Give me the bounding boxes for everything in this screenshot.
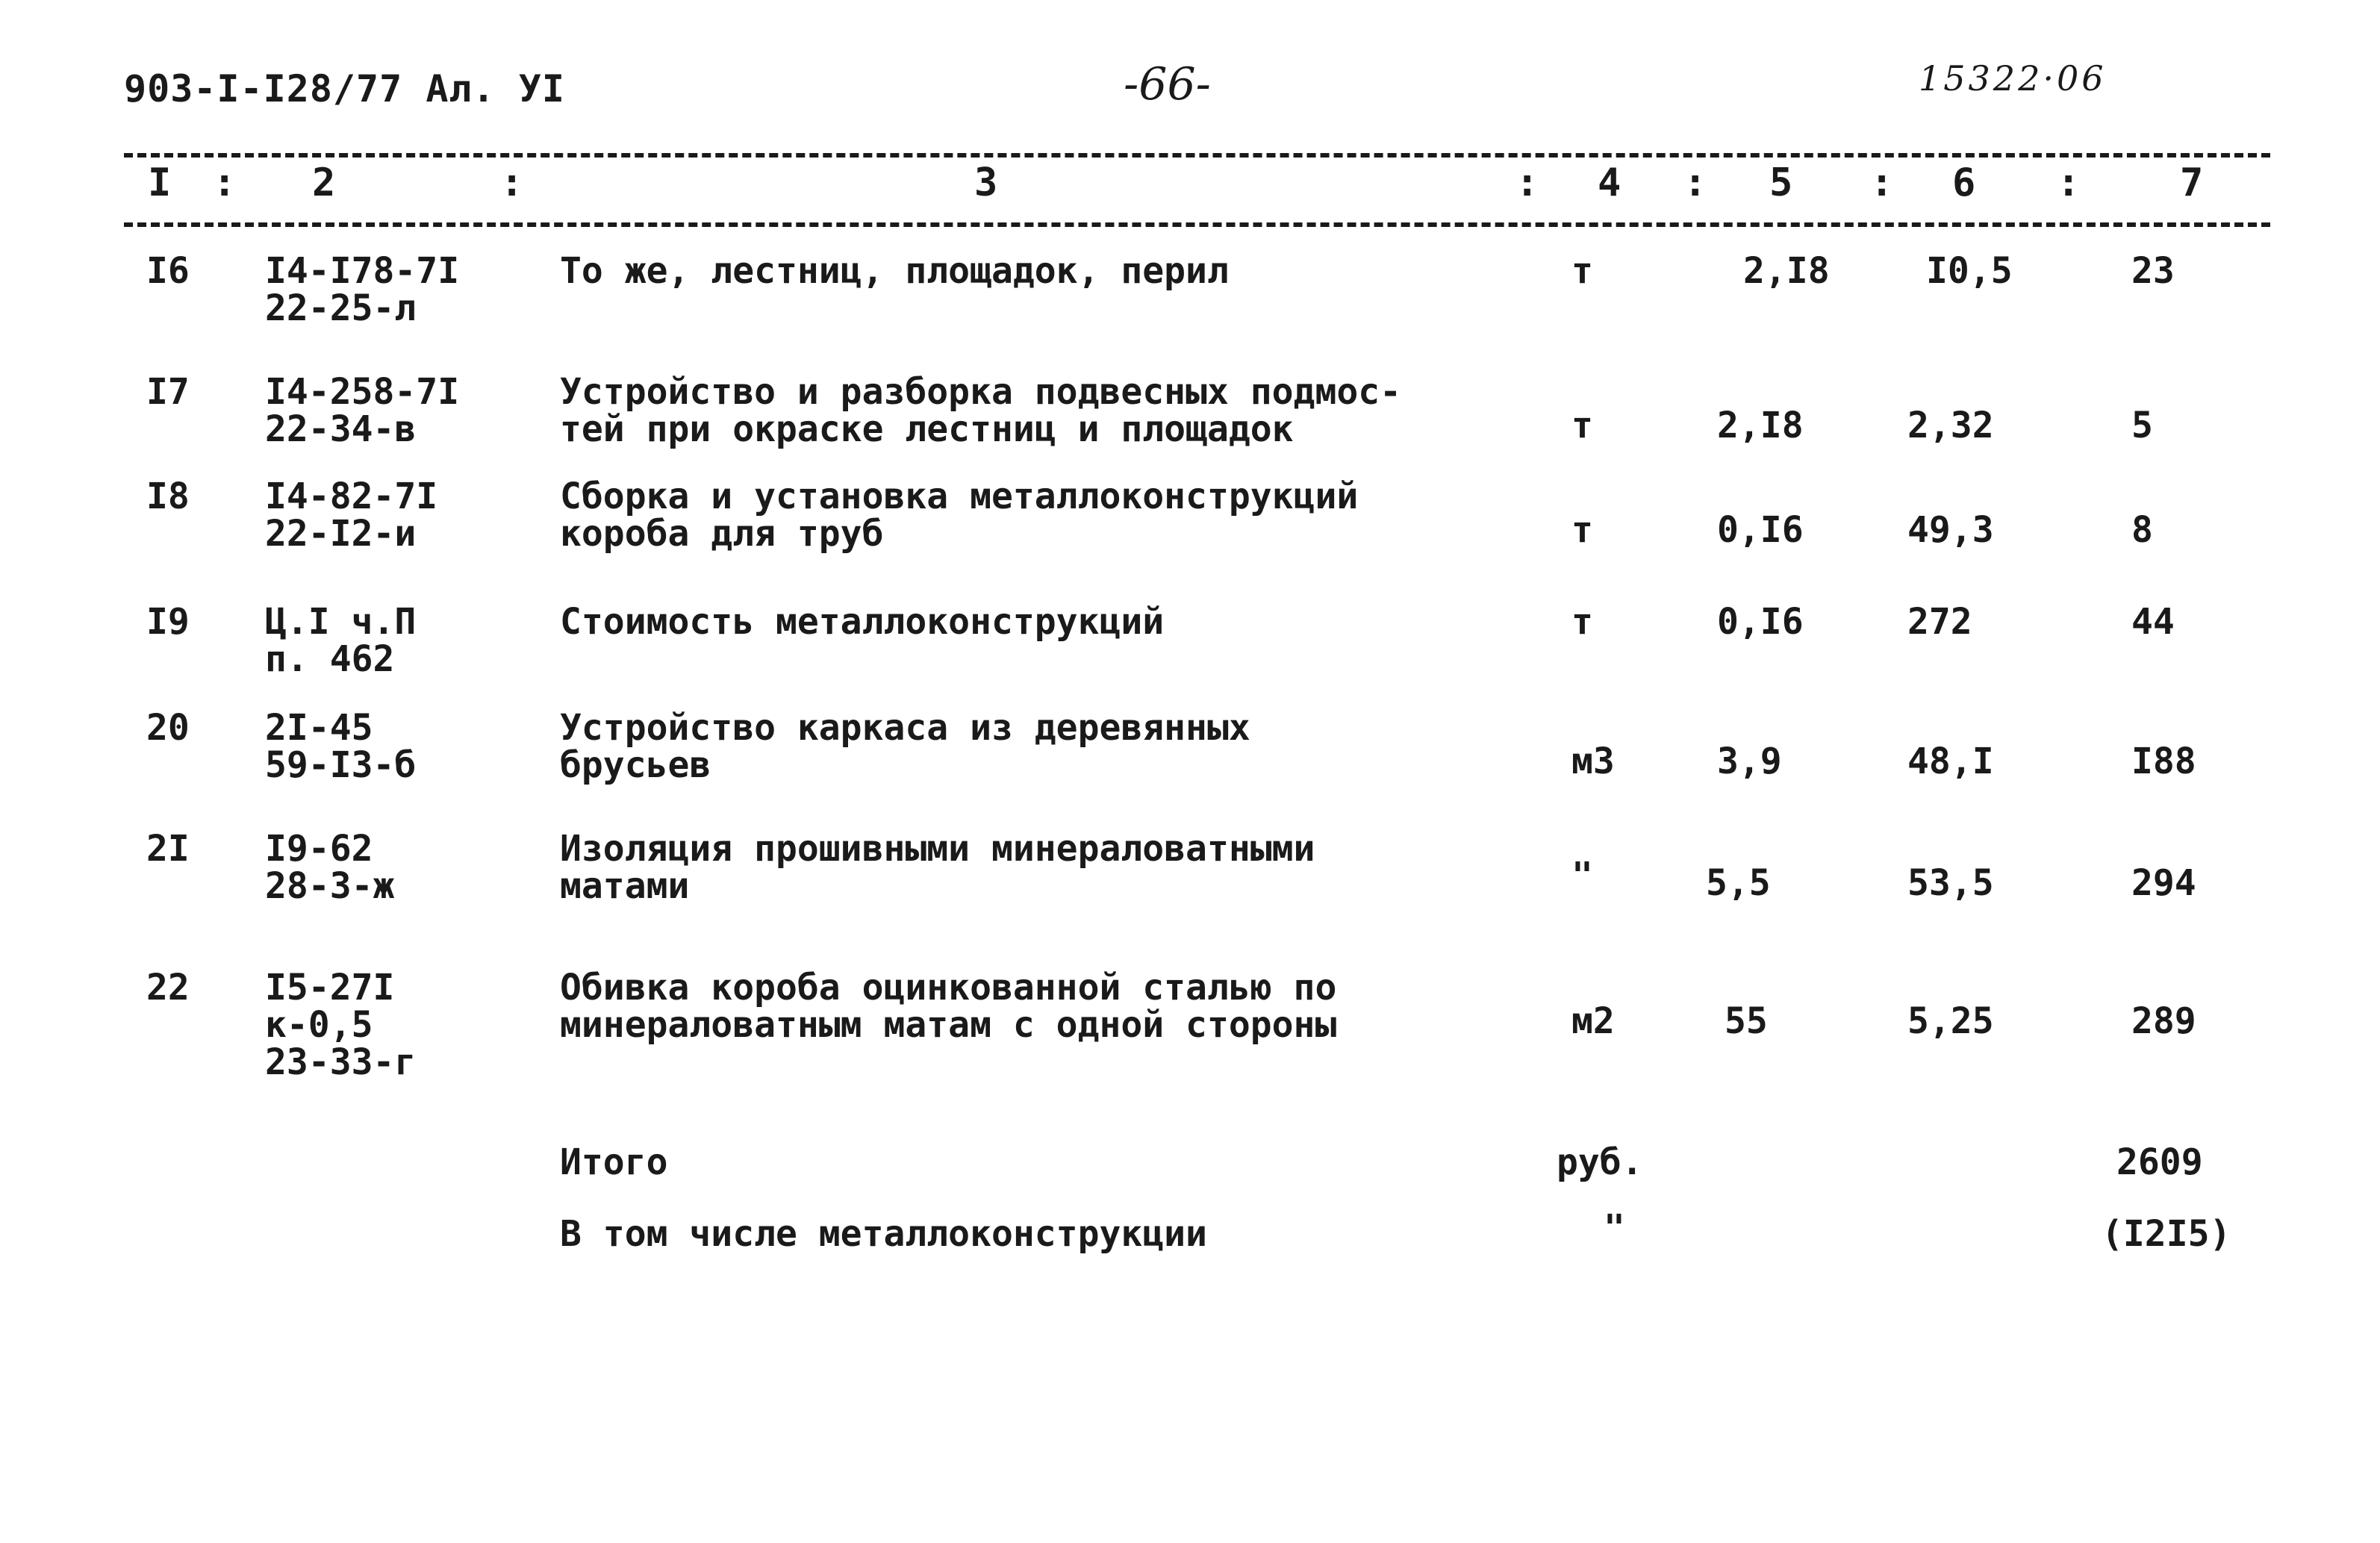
row-unit-price: 272 [1907,601,1972,643]
column-header-4: 4 [1598,160,1622,205]
row-code: I4-82-7I 22-I2-и [265,476,438,555]
row-code: 2I-45 59-I3-б [265,707,417,786]
table-top-rule [124,153,2270,158]
summary-metal-unit: " [1604,1207,1625,1249]
column-separator: : [1870,160,1894,205]
archive-number: 15322·06 [1919,58,2107,99]
row-unit-price: 2,32 [1907,405,1994,446]
row-number: 2I [146,828,190,870]
column-separator: : [213,160,237,205]
row-unit: т [1571,601,1593,643]
row-total: 294 [2131,862,2196,904]
column-header-1: I [148,160,172,205]
column-header-3: 3 [974,160,998,205]
row-number: I7 [146,371,190,413]
row-total: 5 [2131,405,2153,446]
row-total: 44 [2131,601,2175,643]
row-quantity: 5,5 [1706,862,1771,904]
column-header-6: 6 [1952,160,1976,205]
row-unit-price: 5,25 [1907,1000,1994,1042]
row-description: То же, лестниц, площадок, перил [560,250,1229,292]
row-unit: т [1571,509,1593,551]
row-unit-price: 48,I [1907,741,1994,782]
row-number: 20 [146,707,190,749]
row-description: Устройство каркаса из деревянных брусьев [560,707,1250,786]
row-total: 289 [2131,1000,2196,1042]
column-header-2: 2 [312,160,336,205]
row-quantity: 55 [1725,1000,1768,1042]
row-description: Сборка и установка металлоконструкций короба для труб [560,476,1359,555]
row-total: I88 [2131,741,2196,782]
column-separator: : [1683,160,1707,205]
row-code: I9-62 28-3-ж [265,828,395,907]
row-quantity: 3,9 [1717,741,1782,782]
column-header-7: 7 [2180,160,2204,205]
row-unit: м3 [1571,741,1615,782]
row-unit: т [1571,405,1593,446]
row-number: I8 [146,476,190,517]
row-number: I9 [146,601,190,643]
row-description: Устройство и разборка подвесных подмос- тей при окраске лестниц и площадок [560,371,1402,450]
summary-metal-label: В том числе металлоконструкции [560,1213,1207,1255]
row-unit: т [1571,250,1593,292]
row-unit: " [1571,855,1593,897]
row-description: Изоляция прошивными минераловатными матами [560,828,1315,907]
row-description: Стоимость металлоконструкций [560,601,1165,643]
row-unit-price: 49,3 [1907,509,1994,551]
row-quantity: 2,I8 [1717,405,1804,446]
row-code: I5-27I к-0,5 23-33-г [265,967,417,1083]
column-separator: : [500,160,524,205]
row-code: I4-258-7I 22-34-в [265,371,460,450]
row-number: 22 [146,967,190,1009]
row-description: Обивка короба оцинкованной сталью по минераловатным матам с одной стороны [560,967,1337,1046]
column-header-5: 5 [1769,160,1793,205]
row-code: I4-I78-7I 22-25-л [265,250,460,329]
row-total: 23 [2131,250,2175,292]
page-number: -66- [1124,58,1211,110]
row-quantity: 0,I6 [1717,509,1804,551]
row-number: I6 [146,250,190,292]
row-unit-price: 53,5 [1907,862,1994,904]
table-header-rule [124,222,2270,227]
summary-total-label: Итого [560,1141,668,1183]
summary-total-value: 2609 [2116,1141,2203,1183]
row-quantity: 0,I6 [1717,601,1804,643]
row-unit: м2 [1571,1000,1615,1042]
column-separator: : [1515,160,1539,205]
document-code: 903-I-I28/77 Ал. УI [124,67,565,110]
row-unit-price: I0,5 [1926,250,2013,292]
row-total: 8 [2131,509,2153,551]
summary-total-unit: руб. [1557,1141,1643,1183]
row-code: Ц.I ч.П п. 462 [265,601,417,680]
column-separator: : [2057,160,2081,205]
row-quantity: 2,I8 [1743,250,1830,292]
summary-metal-value: (I2I5) [2102,1213,2231,1255]
